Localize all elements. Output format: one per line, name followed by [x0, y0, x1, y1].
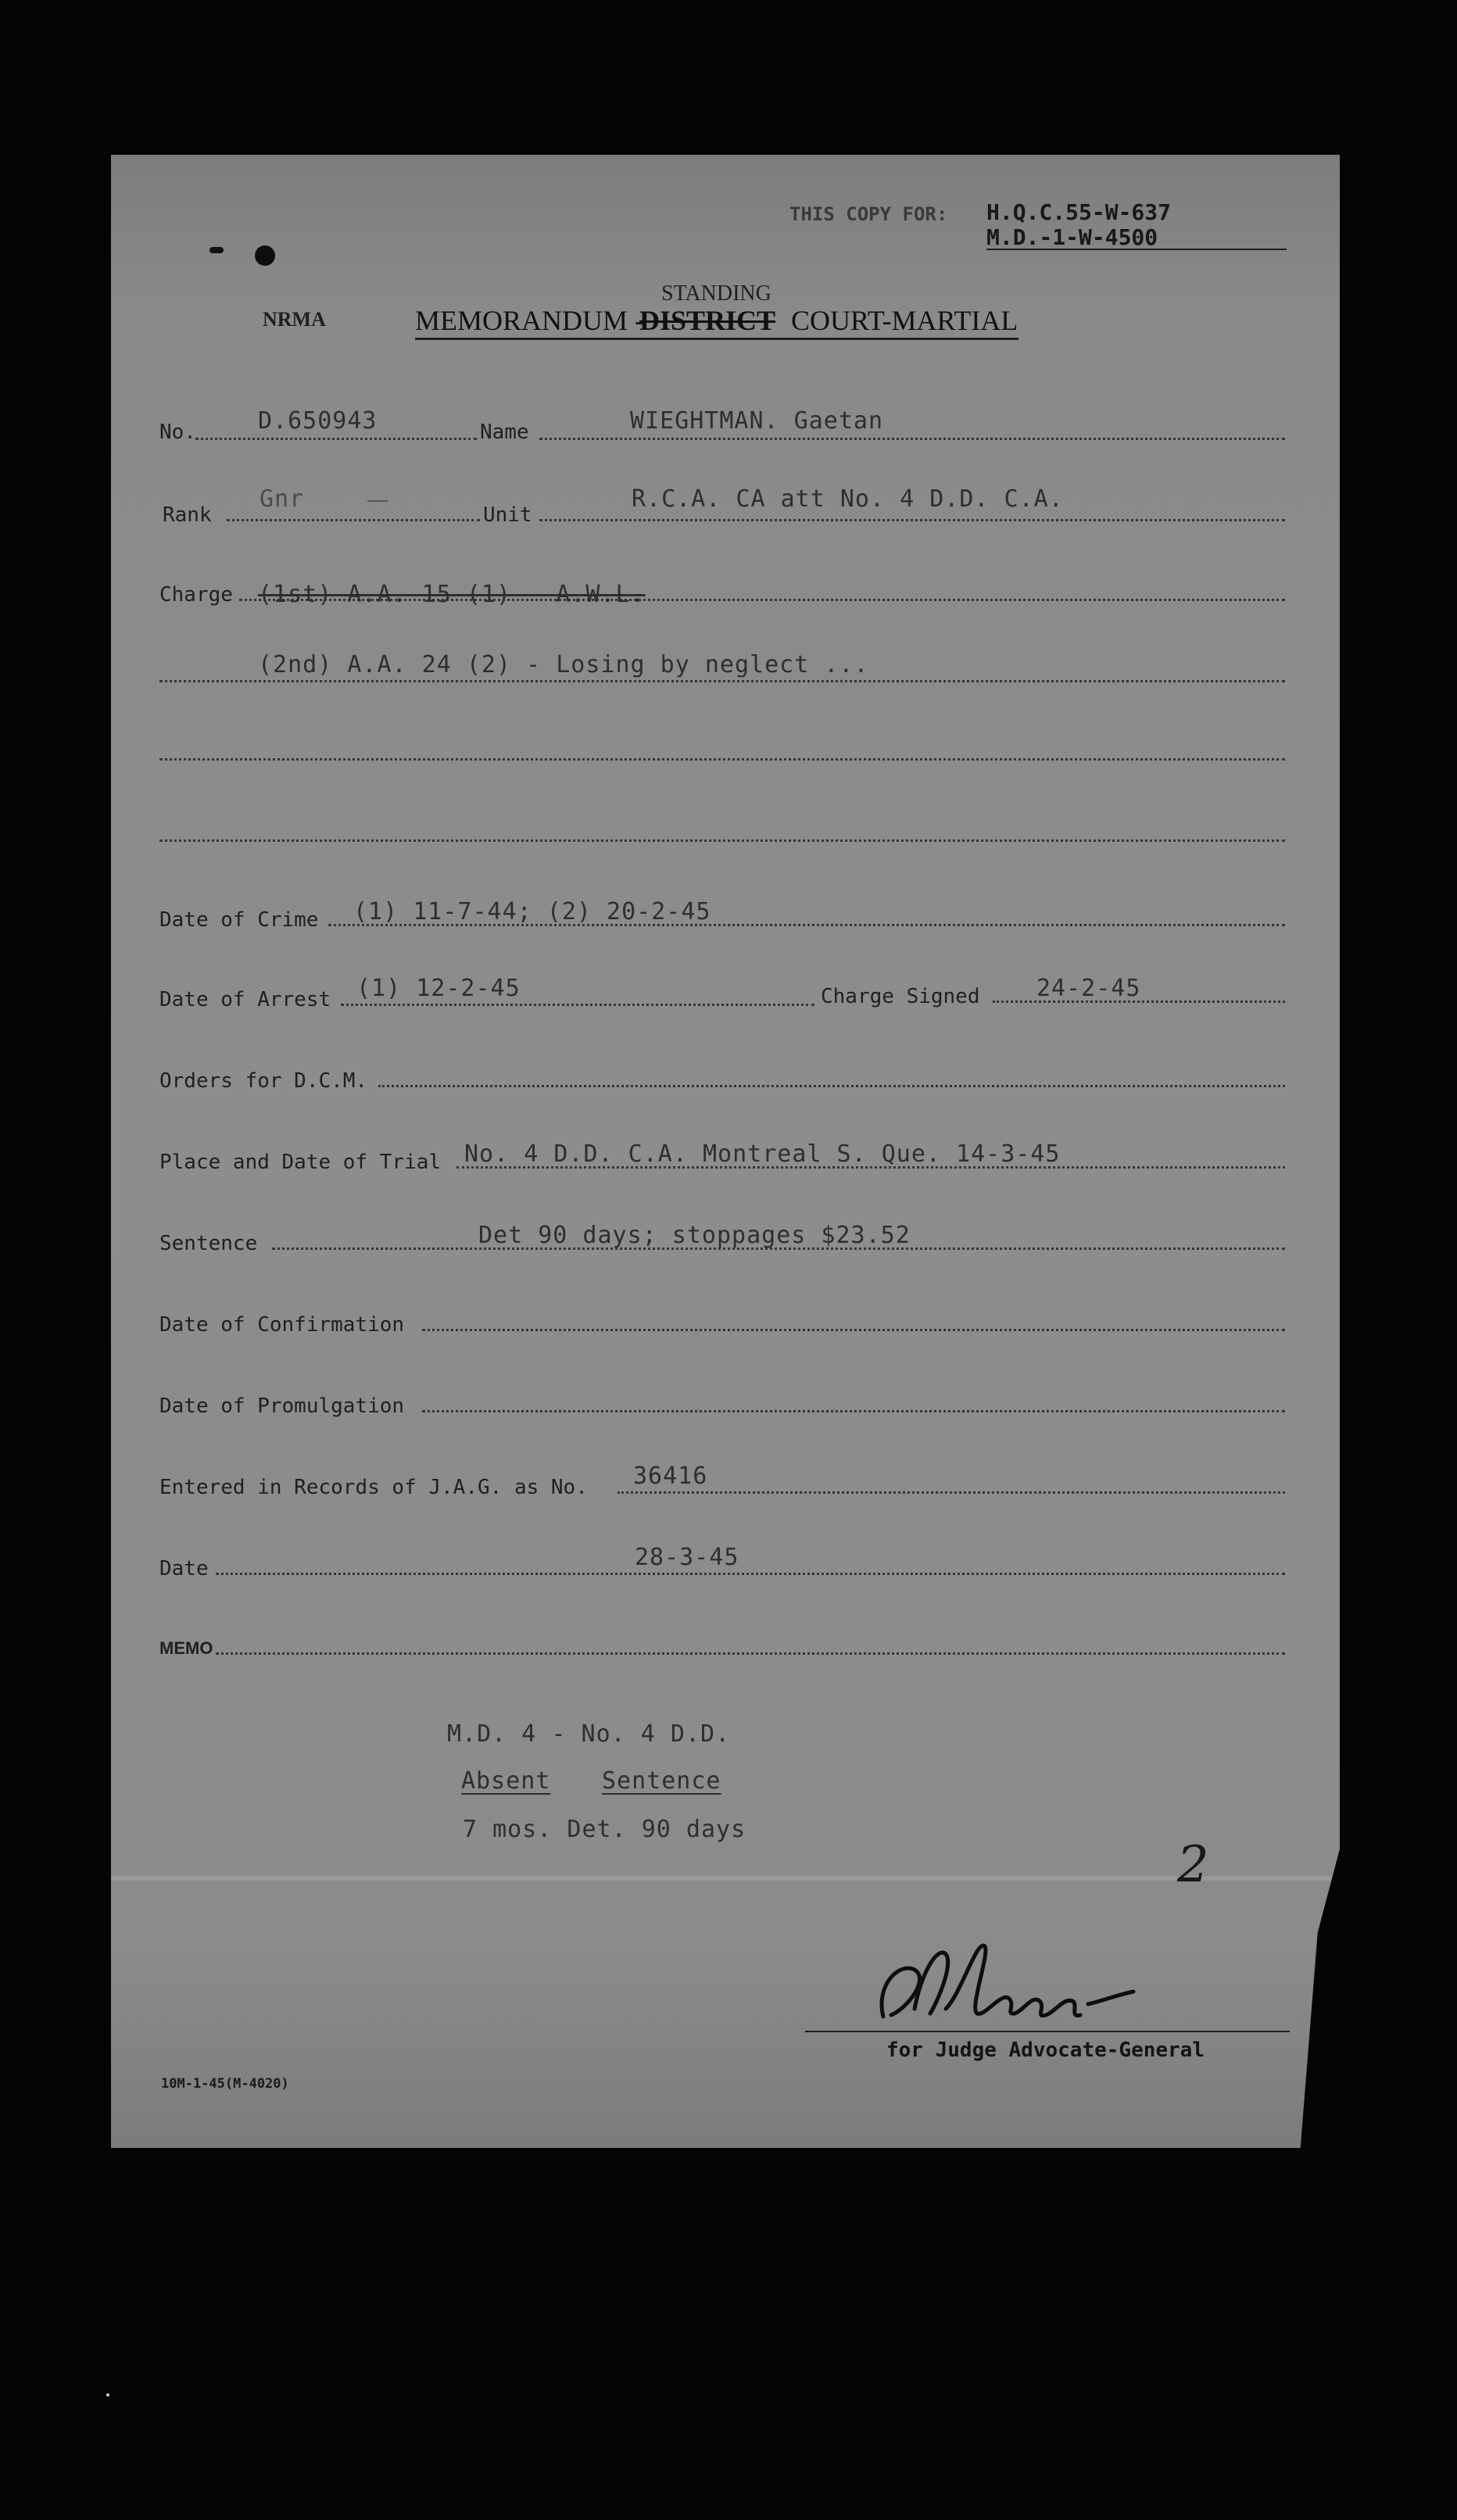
title-struck-district: DISTRICT	[639, 305, 776, 336]
rank-label: Rank	[163, 503, 212, 527]
signature-caption: for Judge Advocate-General	[886, 2039, 1205, 2062]
speck-mark	[106, 2393, 109, 2397]
memo-dotted-line	[216, 1652, 1285, 1655]
memo-sentence-heading: Sentence	[602, 1767, 721, 1795]
signature	[868, 1923, 1165, 2040]
charge-dotted-line-4	[159, 839, 1285, 842]
orders-for-dcm-label: Orders for D.C.M.	[159, 1069, 368, 1093]
date-of-promulgation-label: Date of Promulgation	[159, 1394, 405, 1418]
date-of-arrest-value: (1) 12-2-45	[356, 975, 521, 1002]
ink-blot-mark	[209, 247, 224, 253]
act-label: NRMA	[263, 308, 326, 331]
sentence-label: Sentence	[159, 1232, 258, 1255]
date-of-crime-value: (1) 11-7-44; (2) 20-2-45	[353, 898, 711, 925]
soldier-name: WIEGHTMAN. Gaetan	[630, 407, 884, 435]
sentence-value: Det 90 days; stoppages $23.52	[478, 1222, 911, 1249]
trial-value: No. 4 D.D. C.A. Montreal S. Que. 14-3-45	[464, 1140, 1061, 1168]
date-of-confirmation-label: Date of Confirmation	[159, 1313, 405, 1337]
handwritten-page-number: 2	[1177, 1836, 1209, 1894]
charge-second: (2nd) A.A. 24 (2) - Losing by neglect ...	[258, 651, 869, 678]
ink-blot-mark	[255, 245, 275, 266]
date-of-confirmation-dotted-line	[422, 1329, 1285, 1331]
no-dotted-line	[195, 438, 477, 440]
title-memorandum: MEMORANDUM -	[415, 305, 645, 336]
rank-dash-mark	[367, 500, 388, 502]
date-of-promulgation-dotted-line	[422, 1410, 1285, 1412]
memo-label: MEMO	[159, 1638, 213, 1658]
unit-label: Unit	[483, 503, 532, 527]
date-of-arrest-dotted-line	[341, 1004, 814, 1006]
copy-for-label: THIS COPY FOR:	[789, 203, 948, 225]
date-of-crime-label: Date of Crime	[159, 908, 319, 932]
reference-line-2: M.D.-1-W-4500	[986, 224, 1158, 250]
jag-record-dotted-line	[618, 1491, 1285, 1494]
no-label: No.	[159, 421, 196, 444]
charge-signed-value: 24-2-45	[1036, 975, 1141, 1002]
service-number: D.650943	[258, 407, 378, 435]
memo-absence-detention: 7 mos. Det. 90 days	[463, 1816, 746, 1843]
unit-dotted-line	[539, 519, 1285, 521]
date-value: 28-3-45	[635, 1544, 739, 1571]
signature-line	[805, 2031, 1290, 2032]
jag-record-number: 36416	[633, 1462, 708, 1490]
date-dotted-line	[216, 1573, 1285, 1575]
jag-record-label: Entered in Records of J.A.G. as No.	[159, 1476, 588, 1499]
title-underline	[415, 338, 1018, 340]
title-court-martial: COURT-MARTIAL	[791, 305, 1018, 336]
charge-dotted-line-2	[159, 680, 1285, 682]
charge-first-struck: (1st) A.A. 15 (1) - A.W.L.	[258, 581, 646, 608]
reference-line-1: H.Q.C.55-W-637	[986, 199, 1172, 225]
reference-underline	[986, 249, 1287, 250]
rank-value: Gnr	[260, 485, 305, 513]
name-dotted-line	[539, 438, 1285, 440]
trial-label: Place and Date of Trial	[159, 1151, 442, 1174]
charge-dotted-line-3	[159, 758, 1285, 761]
memo-absent-heading: Absent	[461, 1767, 551, 1795]
memo-district-line: M.D. 4 - No. 4 D.D.	[447, 1720, 731, 1748]
orders-for-dcm-dotted-line	[378, 1085, 1285, 1087]
date-label: Date	[159, 1557, 209, 1580]
charge-label: Charge	[159, 583, 233, 607]
name-label: Name	[480, 421, 529, 444]
form-number: 10M-1-45(M-4020)	[161, 2076, 289, 2092]
title-inserted-standing: STANDING	[661, 281, 771, 306]
rank-dotted-line	[227, 519, 480, 521]
unit-value: R.C.A. CA att No. 4 D.D. C.A.	[632, 485, 1064, 513]
charge-signed-label: Charge Signed	[821, 985, 980, 1008]
date-of-arrest-label: Date of Arrest	[159, 988, 331, 1011]
